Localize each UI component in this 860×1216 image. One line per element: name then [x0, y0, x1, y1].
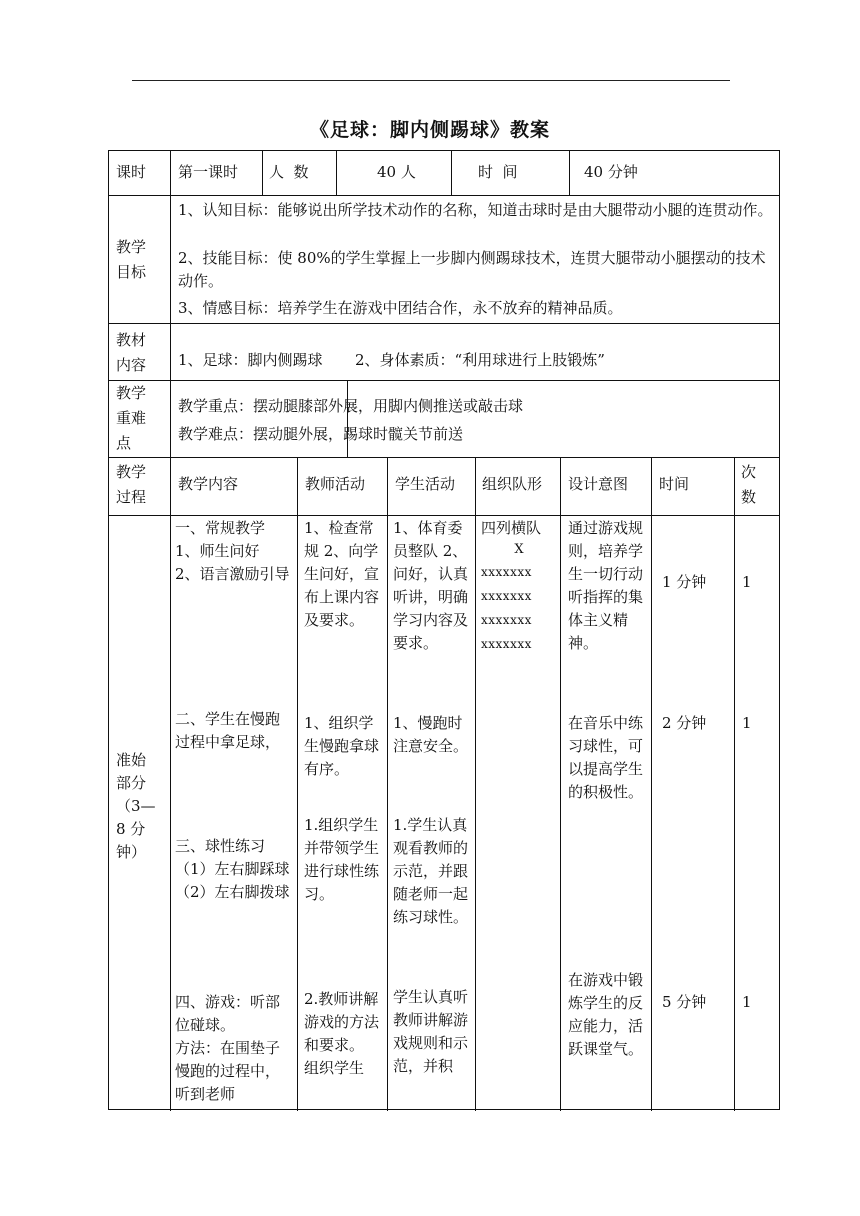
content-block-1: 一、常规教学 1、师生问好 2、语言激励引导 — [175, 519, 290, 583]
material-item-1: 1、足球：脚内侧踢球 — [178, 351, 323, 369]
time-block-1: 1 分钟 — [662, 573, 707, 591]
count-block-1: 1 — [742, 573, 752, 591]
lesson-plan-table — [108, 150, 780, 1110]
intent-block-1: 通过游戏规则，培养学生一切行动听指挥的集体主义精神。 — [568, 519, 644, 652]
row-divider — [109, 515, 779, 516]
student-block-2: 1、慢跑时注意安全。 — [393, 714, 469, 755]
count-block-2: 1 — [742, 714, 752, 732]
material-item-2: 2、身体素质：“利用球进行上肢锻炼” — [355, 351, 605, 369]
col-divider — [651, 457, 652, 1111]
lesson-value: 第一课时 — [178, 163, 239, 181]
student-block-3: 1.学生认真观看教师的示范，并跟随老师一起练习球性。 — [393, 816, 469, 926]
document-title: 《足球：脚内侧踢球》教案 — [309, 119, 550, 141]
col-divider — [560, 457, 561, 1111]
count-block-4: 1 — [742, 993, 752, 1011]
goal-item-1: 1、认知目标：能够说出所学技术动作的名称，知道击球时是由大腿带动小腿的连贯动作。 — [178, 201, 773, 219]
header-time: 时间 — [659, 475, 690, 493]
lesson-label: 课时 — [116, 163, 147, 181]
row-divider — [109, 457, 779, 458]
material-label: 教材 内容 — [116, 331, 147, 374]
col-divider — [475, 457, 476, 1111]
col-divider — [170, 151, 171, 1111]
key-focus: 教学重点：摆动腿膝部外展，用脚内侧推送或敲击球 — [178, 397, 524, 415]
section-label: 准始 部分 （3— 8 分 钟） — [116, 751, 156, 861]
header-intent: 设计意图 — [568, 475, 629, 493]
student-block-1: 1、体育委员整队 2、问好，认真听讲，明确学习内容及要求。 — [393, 519, 469, 652]
goal-item-3: 3、情感目标：培养学生在游戏中团结合作，永不放弃的精神品质。 — [178, 299, 623, 317]
formation-mark: X — [514, 542, 524, 557]
formation-row: xxxxxxx — [481, 565, 532, 579]
time-block-4: 5 分钟 — [662, 993, 707, 1011]
formation-block-1 — [481, 517, 557, 656]
time-label: 时 间 — [478, 163, 518, 181]
row-divider — [109, 380, 779, 381]
content-block-4: 四、游戏：听部位碰球。 方法：在围垫子慢跑的过程中，听到老师 — [175, 993, 281, 1103]
header-teacher: 教师活动 — [305, 475, 366, 493]
col-divider — [387, 457, 388, 1111]
content-block-3: 三、球性练习 （1）左右脚踩球 （2）左右脚拨球 — [175, 837, 290, 901]
row-divider — [109, 323, 779, 324]
col-divider — [451, 151, 452, 195]
header-content: 教学内容 — [178, 475, 239, 493]
intent-block-4: 在游戏中锻炼学生的反应能力，活跃课堂气。 — [568, 971, 644, 1058]
formation-row: xxxxxxx — [481, 613, 532, 627]
teacher-block-2: 1、组织学生慢跑拿球有序。 — [304, 714, 380, 778]
header-rule — [132, 80, 730, 81]
content-block-2: 二、学生在慢跑过程中拿足球， — [175, 710, 281, 751]
goal-item-2: 2、技能目标：使 80%的学生掌握上一步脚内侧踢球技术，连贯大腿带动小腿摆动的技术动作。 — [178, 249, 766, 290]
time-value: 40 分钟 — [584, 163, 638, 181]
header-count: 次 数 — [741, 463, 757, 506]
formation-row: xxxxxxx — [481, 637, 532, 651]
col-divider — [336, 151, 337, 195]
keypoints-label: 教学 重难 点 — [116, 384, 147, 452]
time-block-2: 2 分钟 — [662, 714, 707, 732]
col-divider — [297, 457, 298, 1111]
key-difficulty: 教学难点：摆动腿外展，踢球时髋关节前送 — [178, 425, 464, 443]
col-divider — [569, 151, 570, 195]
intent-block-2: 在音乐中练习球性，可以提高学生的积极性。 — [568, 714, 644, 801]
col-divider — [262, 151, 263, 195]
col-divider — [734, 457, 735, 1111]
header-formation: 组织队形 — [482, 475, 543, 493]
teacher-block-1: 1、检查常规 2、向学生问好，宣布上课内容及要求。 — [304, 519, 380, 629]
people-value: 40 人 — [377, 163, 416, 181]
teacher-block-3: 1.组织学生并带领学生进行球性练习。 — [304, 816, 380, 903]
header-student: 学生活动 — [395, 475, 456, 493]
formation-row: xxxxxxx — [481, 589, 532, 603]
formation-title: 四列横队 — [481, 519, 542, 537]
goals-label: 教学 目标 — [116, 238, 147, 281]
student-block-4: 学生认真听教师讲解游戏规则和示范，并积 — [393, 988, 469, 1075]
process-label: 教学 过程 — [116, 463, 147, 506]
row-divider — [109, 195, 779, 196]
teacher-block-4: 2.教师讲解游戏的方法和要求。 组织学生 — [304, 990, 380, 1077]
people-label: 人 数 — [269, 163, 309, 181]
